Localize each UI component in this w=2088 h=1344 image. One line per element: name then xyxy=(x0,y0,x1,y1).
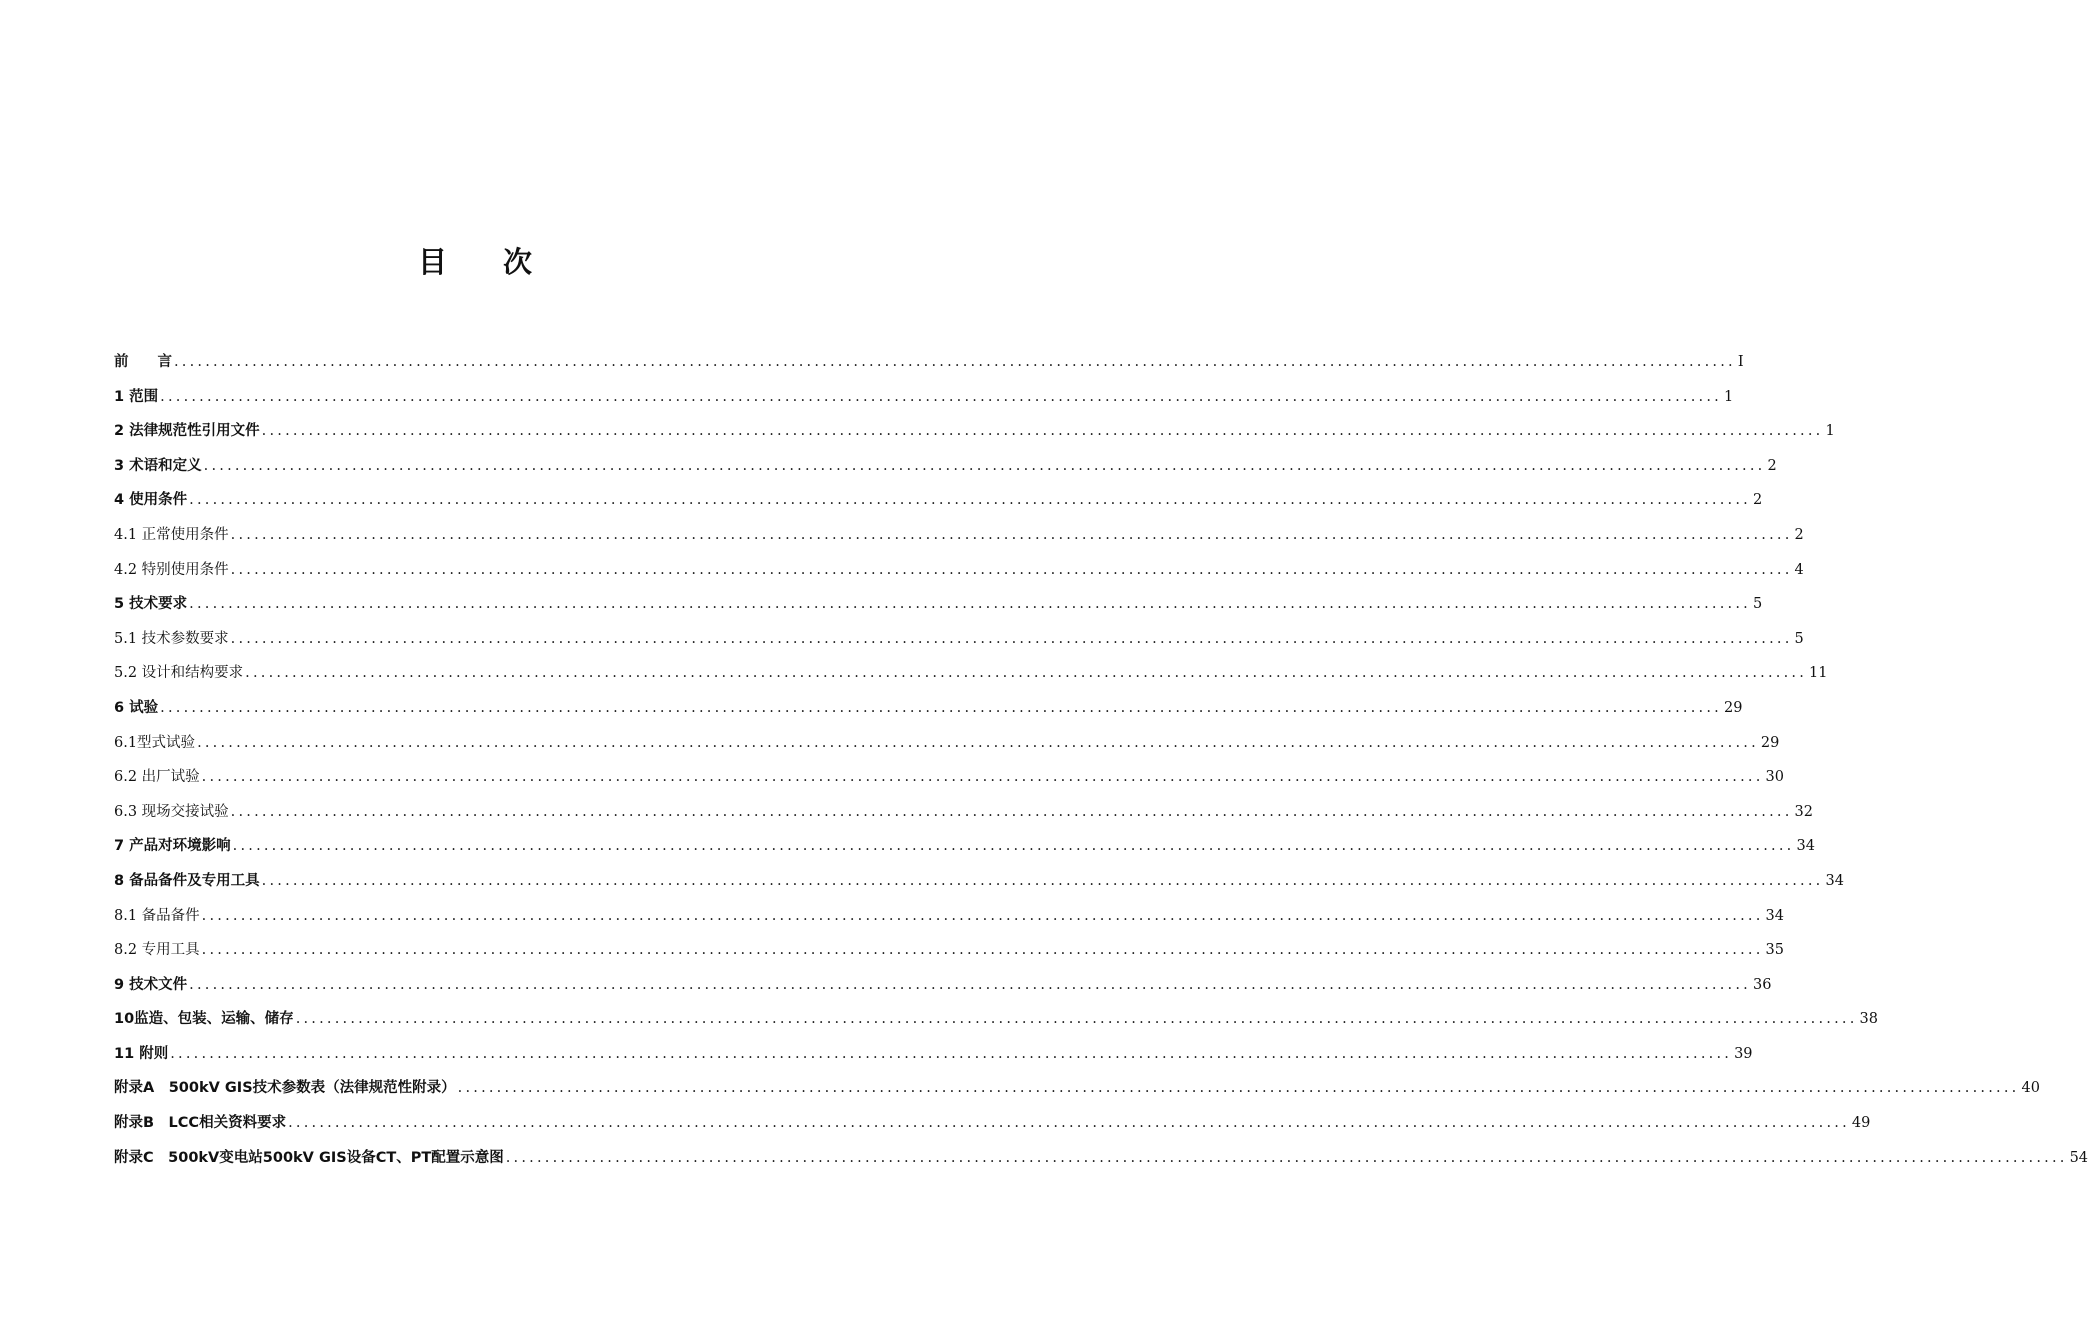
toc-entry-label: 前 言 xyxy=(114,354,172,370)
toc-entry[interactable] xyxy=(114,518,1804,553)
toc-dot-leader: ........................................................................................................................................................................................................ xyxy=(189,596,1751,613)
toc-entry-label: 5.2 设计和结构要求 xyxy=(114,665,244,682)
toc-entry-page-number: 4 xyxy=(1794,561,1804,578)
toc-dot-leader: ........................................................................................................................................................................................................ xyxy=(170,1045,1733,1062)
toc-entry[interactable] xyxy=(114,1106,1871,1141)
toc-entry[interactable] xyxy=(114,587,1763,622)
toc-dot-leader: ........................................................................................................................................................................................................ xyxy=(261,423,1824,440)
toc-entry-label: 6.2 出厂试验 xyxy=(114,769,200,786)
toc-entry-page-number: 34 xyxy=(1796,838,1815,855)
title-char-2: 次 xyxy=(503,245,533,279)
toc-entry-page-number: 5 xyxy=(1752,596,1763,613)
toc-entry-page-number: 36 xyxy=(1752,976,1772,993)
toc-entry-label: 6.1型式试验 xyxy=(114,734,196,751)
toc-entry-page-number: 35 xyxy=(1765,942,1784,959)
toc-entry-label: 8.2 专用工具 xyxy=(114,942,200,959)
toc-entry[interactable] xyxy=(114,622,1804,657)
toc-entry-page-number: 34 xyxy=(1765,907,1784,924)
toc-entry-page-number: 2 xyxy=(1752,492,1763,509)
toc-dot-leader: ........................................................................................................................................................................................................ xyxy=(295,1011,1858,1028)
toc-entry-label: 8 备品备件及专用工具 xyxy=(114,872,260,889)
toc-entry-label: 6.3 现场交接试验 xyxy=(114,803,229,820)
toc-entry-label: 11 附则 xyxy=(114,1045,169,1062)
toc-entry-page-number: 1 xyxy=(1723,388,1734,405)
toc-dot-leader: ........................................................................................................................................................................................................ xyxy=(160,388,1722,405)
toc-dot-leader: ........................................................................................................................................................................................................ xyxy=(201,769,1764,786)
toc-dot-leader: ........................................................................................................................................................................................................ xyxy=(189,492,1751,509)
toc-dot-leader: ........................................................................................................................................................................................................ xyxy=(174,354,1736,370)
toc-entry[interactable] xyxy=(114,380,1734,415)
toc-entry-page-number: 49 xyxy=(1851,1115,1871,1132)
toc-dot-leader: ........................................................................................................................................................................................................ xyxy=(505,1149,2068,1166)
toc-entry-label: 3 术语和定义 xyxy=(114,457,202,474)
toc-entry-label: 2 法律规范性引用文件 xyxy=(114,423,260,440)
toc-entry-label: 4.2 特别使用条件 xyxy=(114,561,229,578)
toc-entry-page-number: 2 xyxy=(1767,457,1777,474)
toc-entry-label: 6 试验 xyxy=(114,699,159,716)
toc-entry-page-number: 11 xyxy=(1809,665,1828,682)
toc-entry-page-number: 5 xyxy=(1794,630,1804,647)
toc-entry[interactable] xyxy=(114,899,1784,934)
toc-entry-label: 10监造、包装、运输、储存 xyxy=(114,1011,294,1028)
toc-dot-leader: ........................................................................................................................................................................................................ xyxy=(230,803,1793,820)
toc-entry-label: 附录A 500kV GIS技术参数表（法律规范性附录） xyxy=(114,1080,456,1097)
toc-dot-leader: ........................................................................................................................................................................................................ xyxy=(457,1080,2020,1097)
toc-dot-leader: ........................................................................................................................................................................................................ xyxy=(261,872,1824,889)
toc-entry[interactable] xyxy=(114,1002,1878,1037)
toc-dot-leader: ........................................................................................................................................................................................................ xyxy=(160,699,1722,716)
toc-entry-page-number: 38 xyxy=(1859,1011,1878,1028)
toc-entry-label: 8.1 备品备件 xyxy=(114,907,200,924)
toc-dot-leader: ........................................................................................................................................................................................................ xyxy=(189,976,1751,993)
toc-entry-label: 4 使用条件 xyxy=(114,492,188,509)
table-of-contents xyxy=(114,345,2088,1175)
toc-entry[interactable] xyxy=(114,726,1780,761)
toc-dot-leader: ........................................................................................................................................................................................................ xyxy=(230,526,1793,543)
toc-entry[interactable] xyxy=(114,1037,1753,1072)
toc-entry[interactable] xyxy=(114,760,1784,795)
toc-entry[interactable] xyxy=(114,691,1743,726)
toc-entry-label: 7 产品对环境影响 xyxy=(114,838,231,855)
toc-dot-leader: ........................................................................................................................................................................................................ xyxy=(203,457,1766,474)
toc-entry-label: 1 范围 xyxy=(114,388,159,405)
toc-entry[interactable] xyxy=(114,829,1815,864)
toc-entry[interactable] xyxy=(114,483,1763,518)
toc-entry-page-number: 39 xyxy=(1734,1045,1753,1062)
toc-entry-label: 5.1 技术参数要求 xyxy=(114,630,229,647)
toc-dot-leader: ........................................................................................................................................................................................................ xyxy=(245,665,1807,682)
toc-dot-leader: ........................................................................................................................................................................................................ xyxy=(232,838,1795,855)
toc-entry-page-number: 40 xyxy=(2021,1080,2040,1097)
toc-entry-page-number: 1 xyxy=(1825,423,1835,440)
toc-entry-label: 附录C 500kV变电站500kV GIS设备CT、PT配置示意图 xyxy=(114,1149,504,1166)
toc-entry[interactable] xyxy=(114,656,1828,691)
toc-entry-label: 5 技术要求 xyxy=(114,596,188,613)
toc-entry-label: 4.1 正常使用条件 xyxy=(114,526,229,543)
toc-entry[interactable] xyxy=(114,414,1835,449)
toc-entry[interactable] xyxy=(114,345,1744,380)
toc-entry-page-number: 30 xyxy=(1765,769,1784,786)
toc-entry[interactable] xyxy=(114,933,1784,968)
toc-entry-page-number: 29 xyxy=(1723,699,1743,716)
toc-entry[interactable] xyxy=(114,449,1777,484)
toc-entry[interactable] xyxy=(114,864,1844,899)
toc-entry-label: 9 技术文件 xyxy=(114,976,188,993)
toc-entry-page-number: 2 xyxy=(1794,526,1804,543)
toc-entry-page-number: I xyxy=(1737,354,1744,370)
toc-entry-page-number: 29 xyxy=(1760,734,1780,751)
toc-dot-leader: ........................................................................................................................................................................................................ xyxy=(197,734,1759,751)
toc-entry[interactable] xyxy=(114,553,1804,588)
toc-dot-leader: ........................................................................................................................................................................................................ xyxy=(230,630,1793,647)
toc-entry-label: 附录B LCC相关资料要求 xyxy=(114,1115,287,1132)
title-char-1: 目 xyxy=(417,245,447,279)
toc-dot-leader: ........................................................................................................................................................................................................ xyxy=(201,942,1764,959)
toc-entry[interactable] xyxy=(114,968,1772,1003)
toc-entry-page-number: 32 xyxy=(1794,803,1813,820)
toc-entry-page-number: 34 xyxy=(1825,872,1844,889)
toc-entry-page-number: 54 xyxy=(2069,1149,2088,1166)
toc-entry[interactable] xyxy=(114,795,1813,830)
toc-entry[interactable] xyxy=(114,1141,2088,1176)
page-title xyxy=(0,240,950,281)
toc-entry[interactable] xyxy=(114,1071,2040,1106)
toc-dot-leader: ........................................................................................................................................................................................................ xyxy=(230,561,1793,578)
toc-dot-leader: ........................................................................................................................................................................................................ xyxy=(201,907,1764,924)
toc-dot-leader: ........................................................................................................................................................................................................ xyxy=(288,1115,1850,1132)
